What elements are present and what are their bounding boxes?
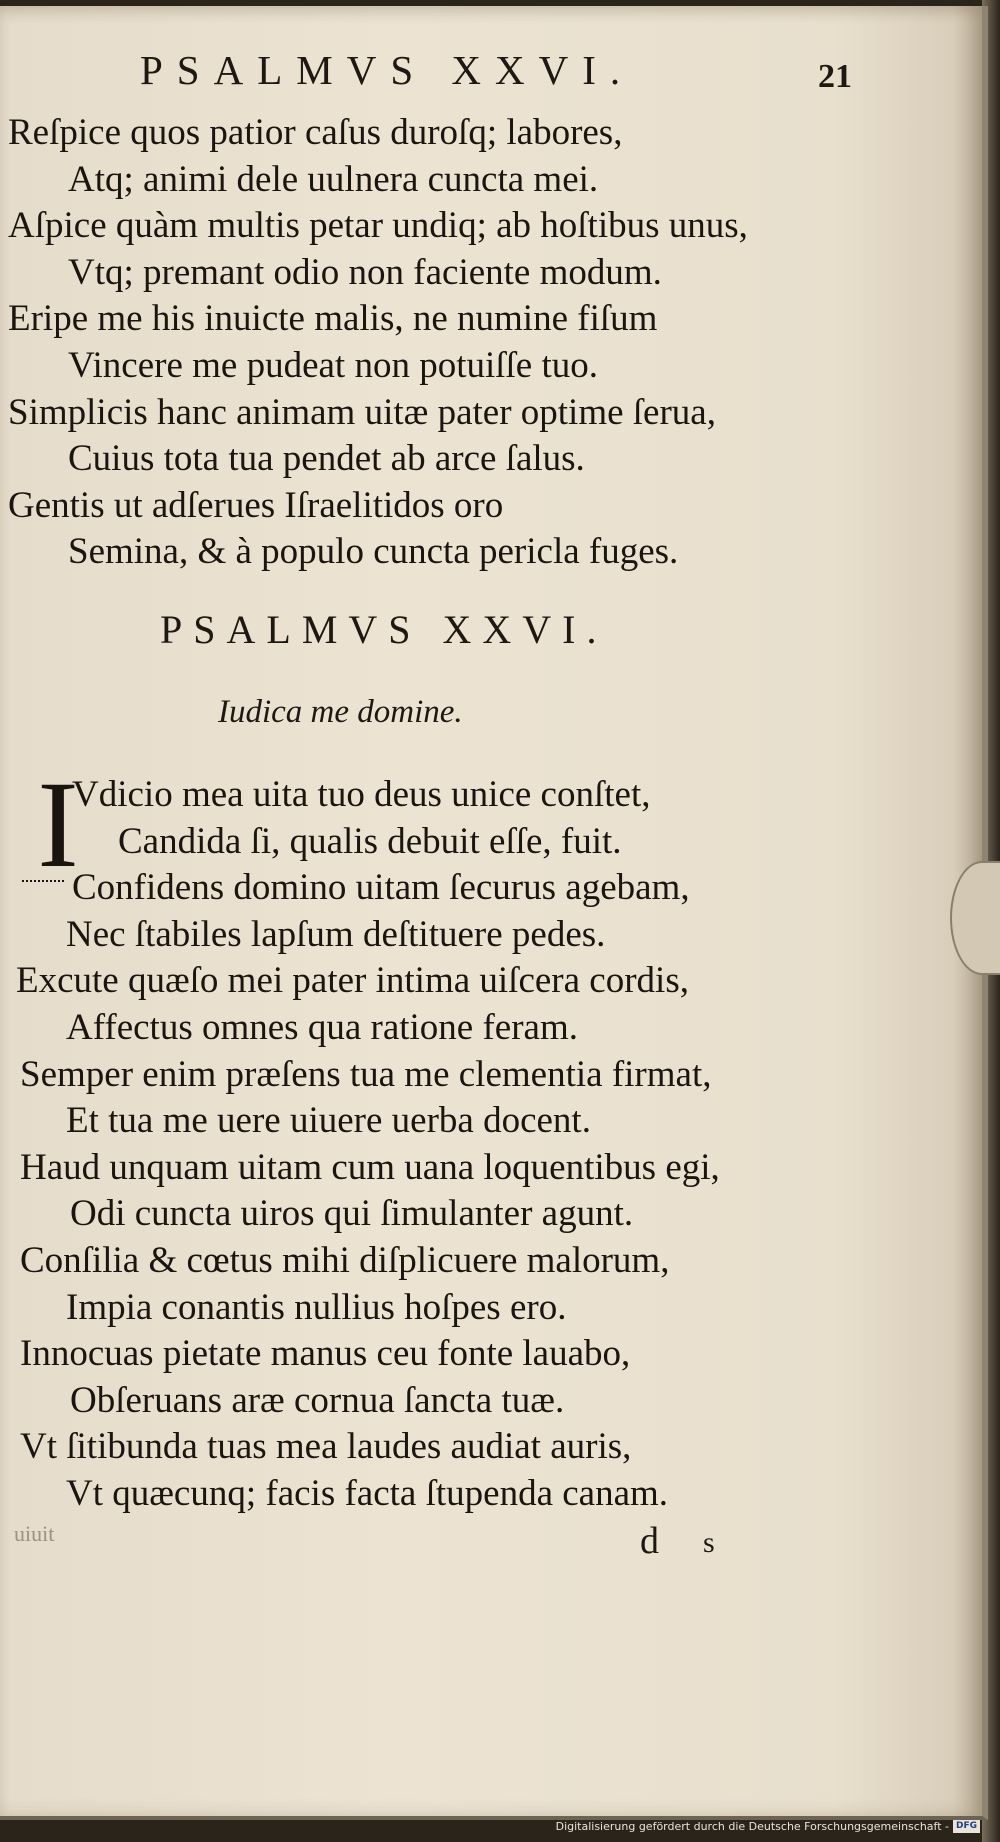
page-tab-notch bbox=[950, 861, 1000, 975]
running-head: PSALMVS XXVI. bbox=[140, 47, 635, 93]
psalm-a-text bbox=[8, 110, 908, 576]
verse-line: Vt ſitibunda tuas mea laudes audiat auris, bbox=[20, 1426, 632, 1468]
catchword: s bbox=[703, 1526, 715, 1559]
verse-line: Vt quæcunq; facis facta ſtupenda canam. bbox=[66, 1472, 669, 1514]
verse-line: Eripe me his inuicte malis, ne numine fiſum bbox=[8, 298, 658, 340]
verse-line: Impia conantis nullius hoſpes ero. bbox=[66, 1286, 567, 1328]
verse-line: Atq; animi dele uulnera cuncta mei. bbox=[68, 158, 599, 200]
drop-cap-initial: I bbox=[37, 756, 79, 893]
dfg-logo: DFG bbox=[953, 1820, 980, 1833]
psalm-incipit: Iudica me domine. bbox=[218, 694, 463, 730]
verse-line: Innocuas pietate manus ceu fonte lauabo, bbox=[20, 1333, 631, 1375]
signature-mark: d bbox=[640, 1520, 659, 1562]
verse-line: Confidens domino uitam ſecurus agebam, bbox=[72, 867, 690, 909]
verse-line: Vdicio mea uita tuo deus unice conſtet, bbox=[72, 774, 651, 815]
psalm-title: PSALMVS XXVI. bbox=[160, 607, 608, 652]
verse-line: Aſpice quàm multis petar undiq; ab hoſtibus unus, bbox=[8, 205, 748, 247]
verse-line: Simplicis hanc animam uitæ pater optime ſerua, bbox=[8, 391, 716, 433]
verse-line: Semina, & à populo cuncta pericla fuges. bbox=[68, 531, 679, 573]
verse-line: Odi cuncta uiros qui ſimulanter agunt. bbox=[70, 1193, 634, 1235]
verse-line: Affectus omnes qua ratione feram. bbox=[66, 1006, 578, 1048]
verse-line: Semper enim præſens tua me clementia firmat, bbox=[20, 1053, 712, 1095]
verse-line: Vincere me pudeat non potuiſſe tuo. bbox=[68, 344, 599, 386]
show-through-text: uiuit bbox=[14, 1521, 55, 1546]
verse-line: Nec ſtabiles lapſum deſtituere pedes. bbox=[66, 913, 606, 955]
verse-line: Candida ſi, qualis debuit eſſe, fuit. bbox=[118, 820, 622, 862]
verse-line: Et tua me uere uiuere uerba docent. bbox=[66, 1100, 591, 1142]
verse-line: Cuius tota tua pendet ab arce ſalus. bbox=[68, 438, 585, 480]
verse-line: Reſpice quos patior caſus duroſq; labores, bbox=[8, 112, 623, 153]
verse-line: Excute quæſo mei pater intima uiſcera cordis, bbox=[16, 960, 689, 1002]
folio-number: 21 bbox=[818, 58, 852, 95]
verse-line: Conſilia & cœtus mihi diſplicuere malorum, bbox=[20, 1239, 670, 1281]
verse-line: Haud unquam uitam cum uana loquentibus egi, bbox=[20, 1146, 720, 1188]
book-page bbox=[0, 6, 988, 1820]
digitization-credit bbox=[556, 1820, 980, 1833]
verse-line: Obſeruans aræ cornua ſancta tuæ. bbox=[70, 1379, 565, 1421]
verse-line: Gentis ut adſerues Iſraelitidos oro bbox=[8, 484, 504, 526]
verse-line: Vtq; premant odio non faciente modum. bbox=[68, 251, 662, 293]
credit-text: Digitalisierung gefördert durch die Deutsche Forschungsgemeinschaft - bbox=[555, 1820, 949, 1833]
psalm-b-text bbox=[0, 756, 900, 1518]
